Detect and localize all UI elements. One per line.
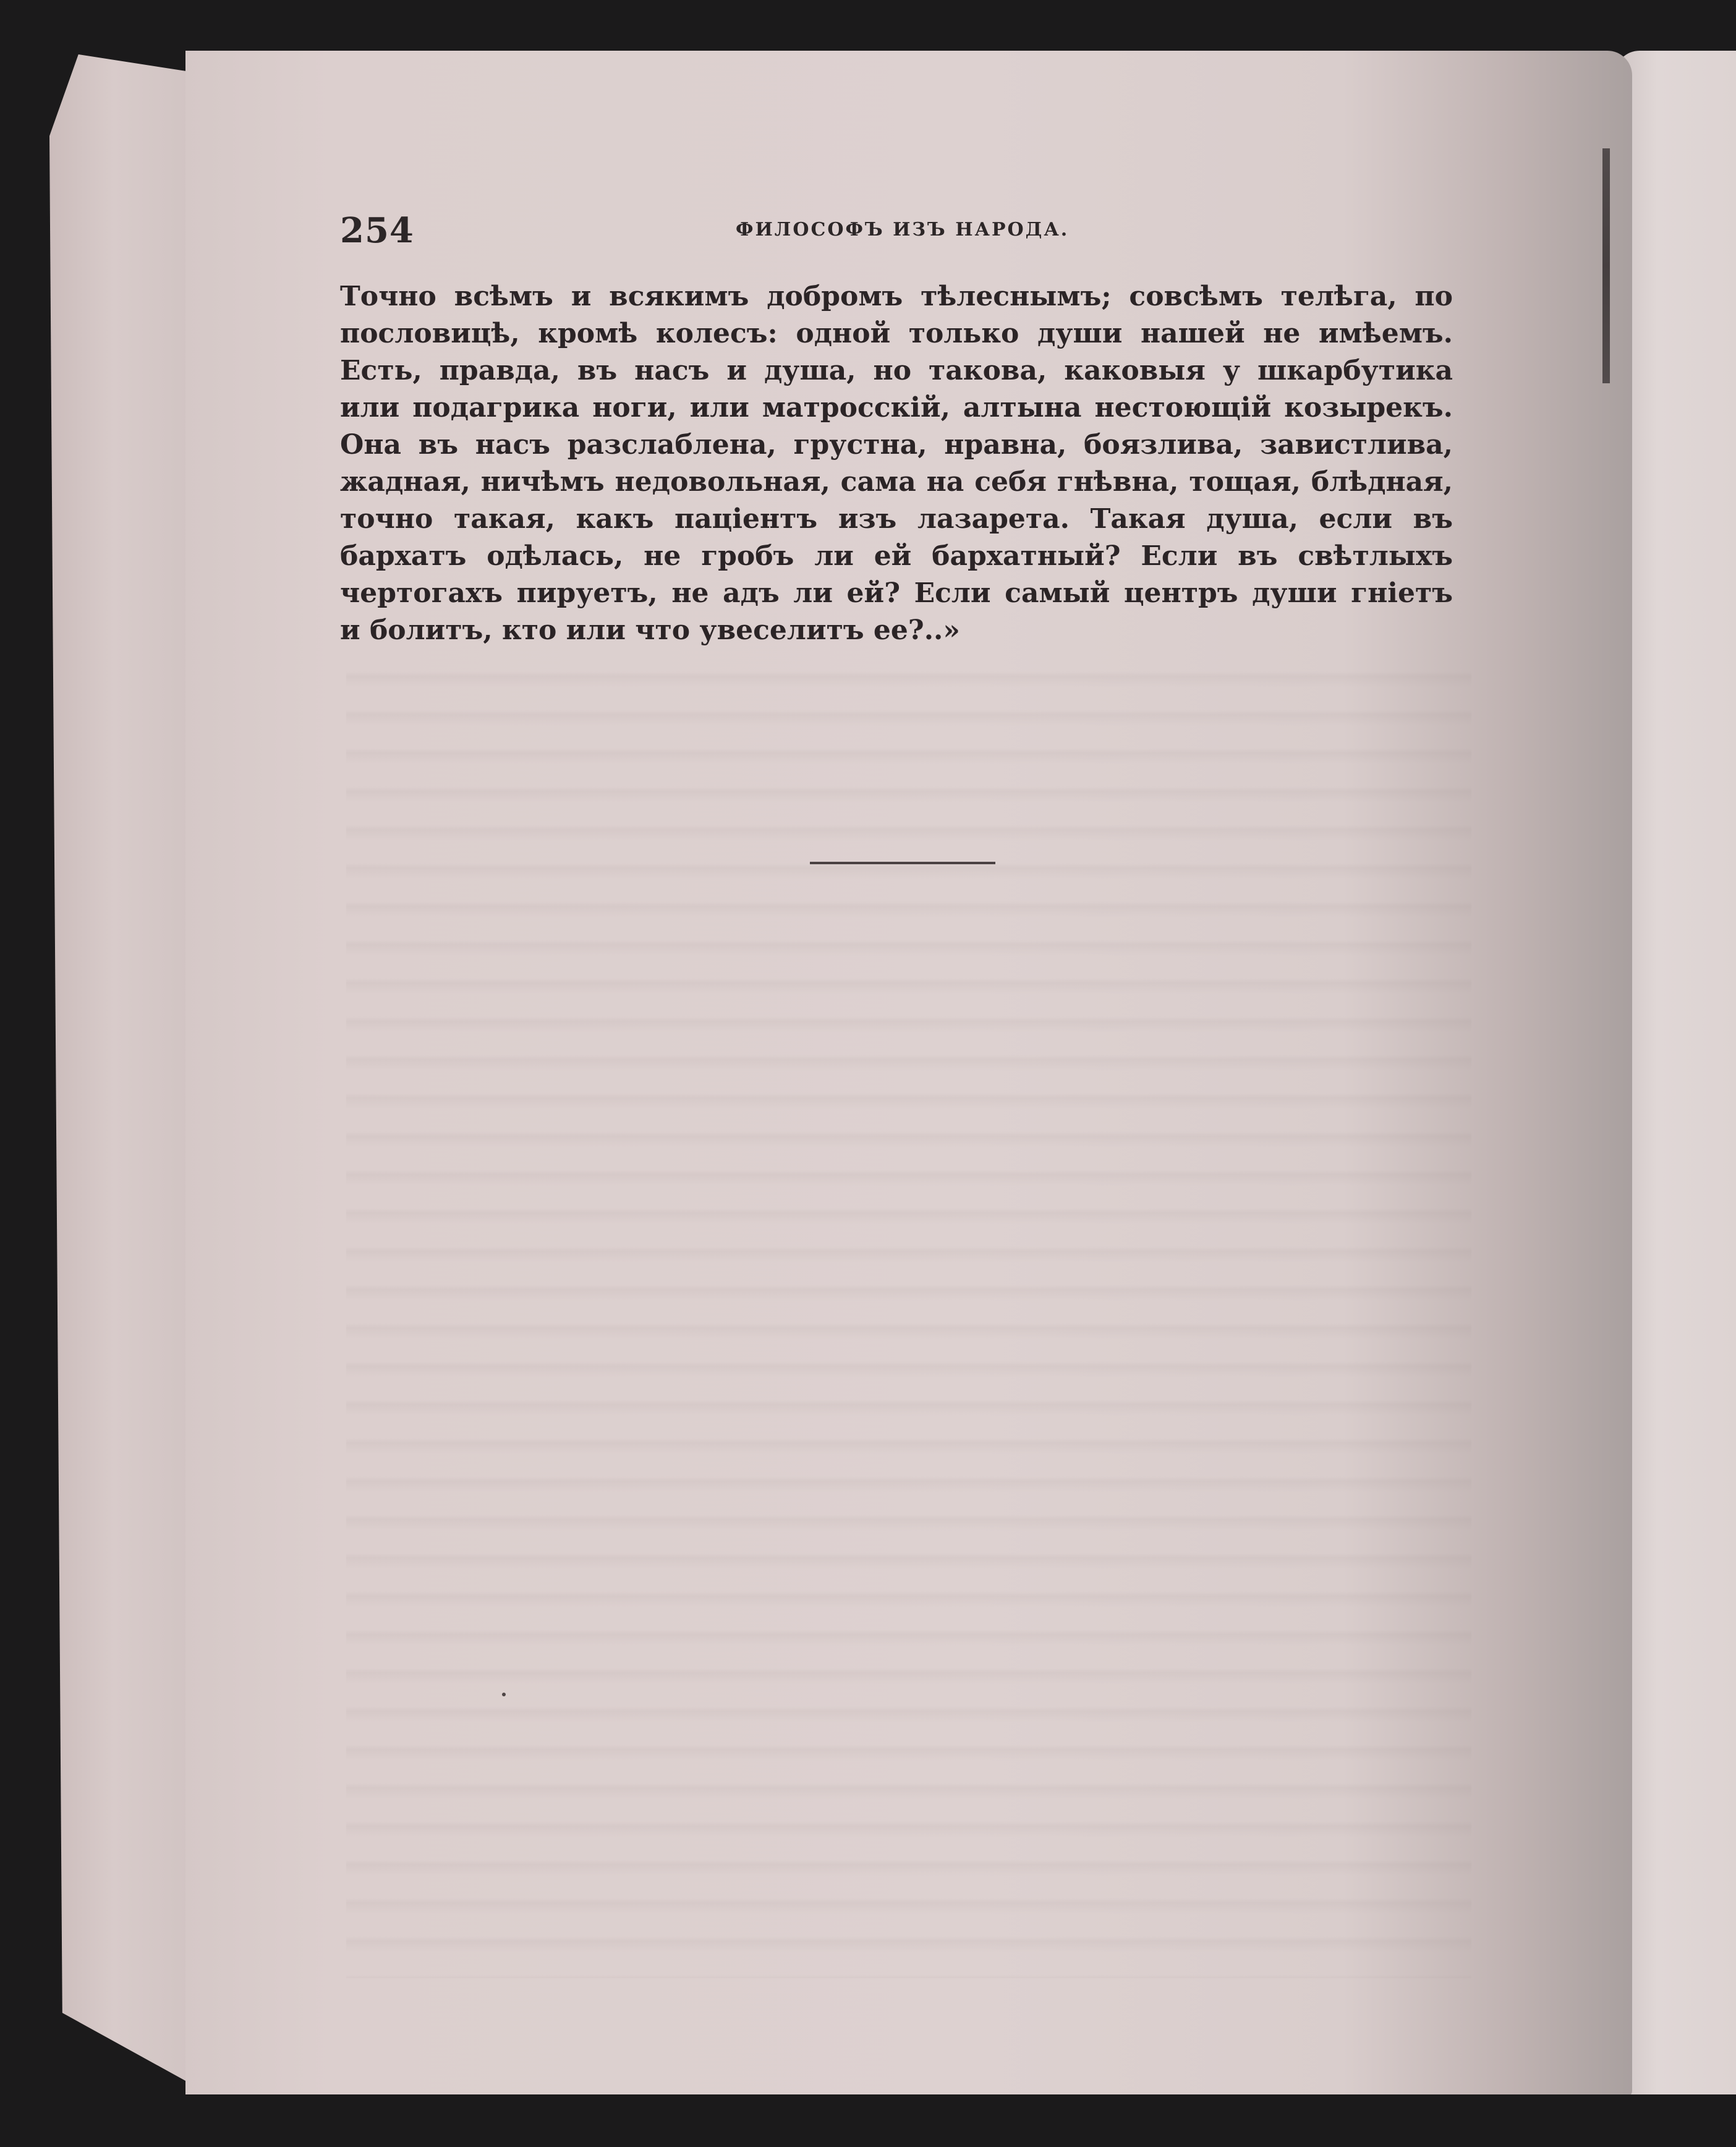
text-line: точно такая, какъ паціентъ изъ лазарета. Такая душа, если въ [340, 503, 1453, 535]
show-through-texture [346, 649, 1471, 1978]
page-number: 254 [340, 210, 414, 251]
running-head: ФИЛОСОФЪ ИЗЪ НАРОДА. [736, 219, 1070, 240]
text-line: или подагрика ноги, или матросскій, алтына нестоющій козырекъ. [340, 392, 1453, 423]
bottom-background [49, 2094, 1736, 2147]
text-line: Есть, правда, въ насъ и душа, но такова, каковыя у шкарбутика [340, 355, 1453, 386]
page-header [340, 210, 1453, 260]
text-line: чертогахъ пируетъ, не адъ ли ей? Если самый центръ души гніетъ [340, 577, 1453, 609]
text-line: и болитъ, кто или что увеселитъ ее?..» [340, 614, 960, 646]
text-line: бархатъ одѣлась, не гробъ ли ей бархатный? Если въ свѣтлыхъ [340, 540, 1453, 572]
next-page-edge [1615, 51, 1736, 2097]
ink-spot [502, 1693, 506, 1696]
text-line: жадная, ничѣмъ недовольная, сама на себя гнѣвна, тощая, блѣдная, [340, 466, 1453, 498]
body-text [340, 278, 1453, 649]
section-divider [810, 862, 995, 864]
text-line: Она въ насъ разслаблена, грустна, нравна, боязлива, завистлива, [340, 429, 1453, 461]
text-line: пословицѣ, кромѣ колесъ: одной только души нашей не имѣемъ. [340, 318, 1453, 349]
text-line: Точно всѣмъ и всякимъ добромъ тѣлеснымъ; совсѣмъ телѣга, по [340, 281, 1453, 312]
spine-shadow [1602, 148, 1610, 383]
